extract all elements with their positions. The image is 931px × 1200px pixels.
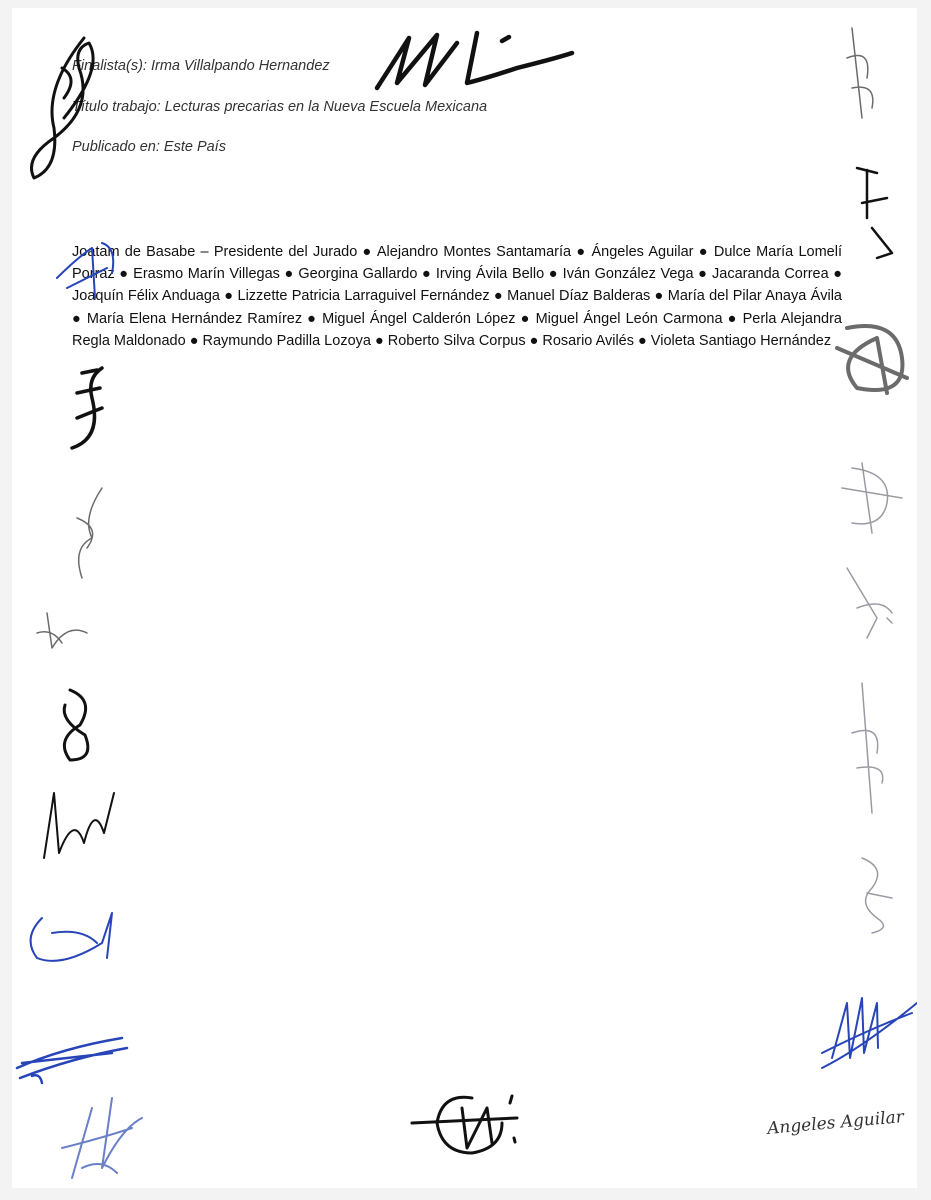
signature-bottom-center	[402, 1078, 532, 1168]
signature-right-6	[842, 673, 902, 823]
signature-left-5	[32, 603, 92, 663]
signature-right-3	[827, 308, 917, 408]
signature-top-center	[367, 23, 577, 103]
signature-left-3	[62, 358, 112, 458]
signature-left-2	[47, 218, 127, 318]
signature-left-8	[22, 898, 132, 978]
signature-left-7	[34, 773, 124, 863]
work-title-line: Título trabajo: Lecturas precarias en la Nueva Escuela Mexicana	[72, 99, 488, 115]
signature-right-7	[842, 848, 902, 938]
document-page	[12, 8, 917, 1188]
signature-left-10	[52, 1088, 152, 1188]
signature-left-9	[12, 1018, 132, 1088]
signature-left-6	[40, 680, 100, 770]
signature-right-5	[837, 558, 907, 648]
published-in-line: Publicado en: Este País	[72, 139, 226, 155]
signature-top-left	[24, 28, 114, 188]
signature-right-2	[847, 158, 907, 268]
jury-list: Joatam de Basabe – Presidente del Jurado ● Alejandro Montes Santamaría ● Ángeles Aguilar ● Dulce María Lomelí Porraz ● Erasmo Marín Villegas ● Georgina Gallardo ● Irving Ávila Bello ● Iván González Vega ● Jacaranda Correa ● Joaquín Félix Anduaga ● Lizzette Patricia Larraguivel Fernández ● Manuel Díaz Balderas ● María del Pilar Anaya Ávila ● María Elena Hernández Ramírez ● Miguel Ángel Calderón López ● Miguel Ángel León Carmona ● Perla Alejandra Regla Maldonado ● Raymundo Padilla Lozoya ● Roberto Silva Corpus ● Rosario Avilés ● Violeta Santiago Hernández	[72, 244, 842, 349]
finalist-line: Finalista(s): Irma Villalpando Hernandez	[72, 58, 330, 74]
signature-right-4	[832, 458, 912, 538]
signature-left-4	[62, 478, 112, 588]
signature-right-1	[832, 18, 892, 128]
signature-right-8	[812, 988, 917, 1078]
signature-angeles-aguilar: Angeles Aguilar	[766, 1107, 905, 1139]
